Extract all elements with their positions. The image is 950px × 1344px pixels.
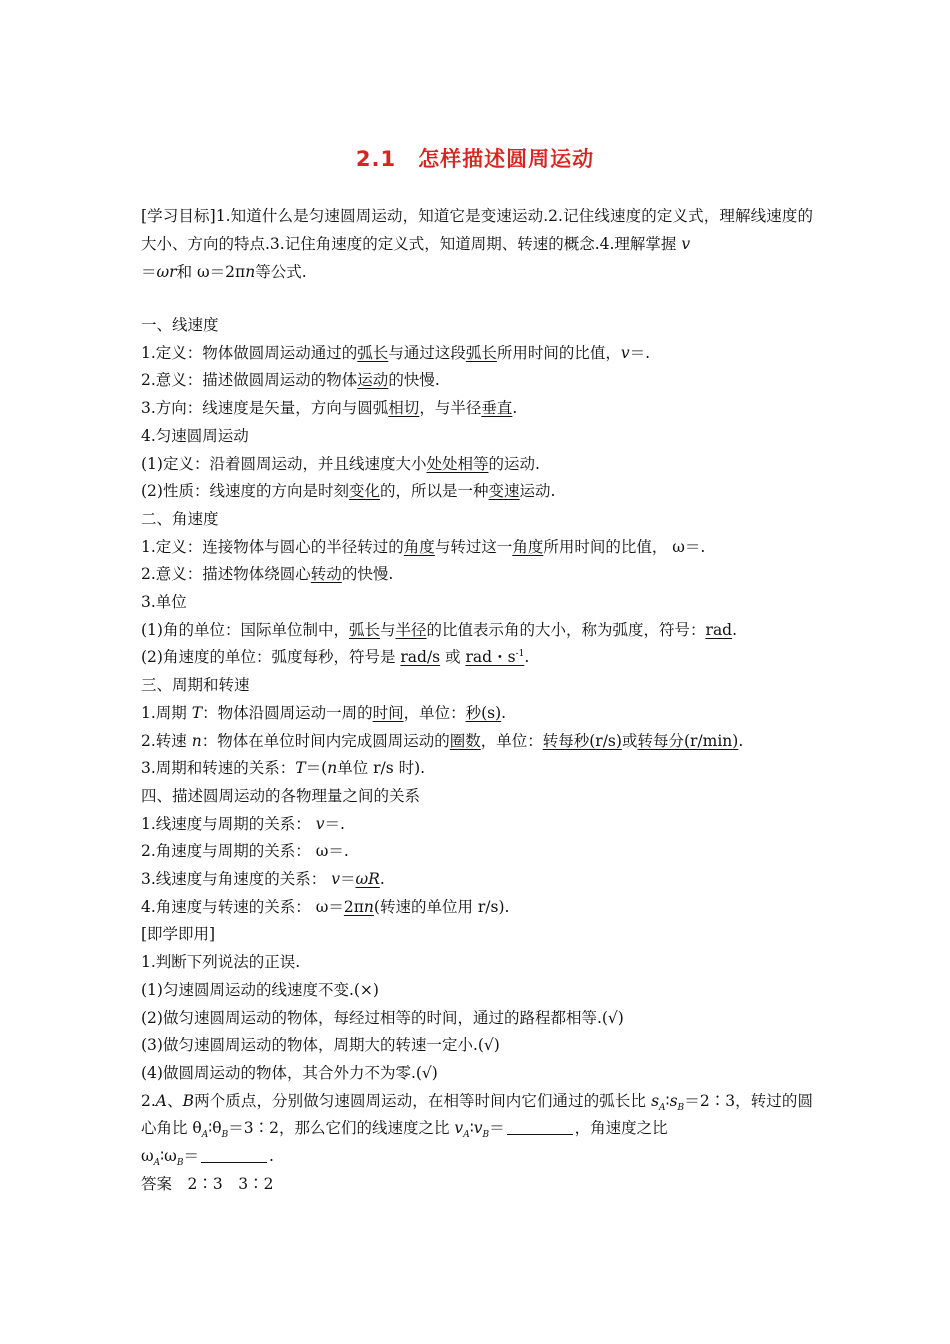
text: 的快慢.: [388, 371, 440, 390]
underlined-answer: 弧长: [465, 343, 497, 362]
paragraph: [141, 561, 813, 589]
text: 3.线速度与角速度的关系：: [141, 870, 332, 889]
formula-omega-r: ωr: [156, 263, 177, 281]
text: (转速的单位用 r/s).: [373, 897, 510, 916]
page-title: [0, 143, 950, 173]
symbol: ω: [141, 1147, 154, 1166]
text: 所用时间的比值，: [496, 343, 621, 362]
underlined-answer: 垂直: [481, 399, 513, 418]
text: ＝3∶2，那么它们的线速度之比: [228, 1119, 455, 1138]
paragraph: [141, 451, 813, 479]
text: (2)性质：线速度的方向是时刻: [141, 482, 349, 501]
paragraph: [141, 894, 813, 922]
paragraph: [141, 617, 813, 645]
question-item: (2)做匀速圆周运动的物体，每经过相等的时间，通过的路程都相等.(√): [141, 1008, 624, 1027]
title-text: 怎样描述圆周运动: [418, 147, 595, 171]
answer-line: 答案 2∶3 3∶2: [141, 1174, 274, 1193]
symbol: v: [620, 343, 630, 362]
title-number: 2.1: [355, 147, 397, 171]
text: .: [524, 648, 530, 667]
underlined-answer: 转动: [310, 565, 342, 584]
paragraph: [141, 340, 813, 368]
learning-objectives: [141, 202, 813, 286]
paragraph: 3.单位: [141, 593, 187, 612]
text: .: [379, 870, 385, 889]
text: 与转过这一: [434, 537, 513, 556]
underlined-answer: rad: [705, 620, 733, 639]
formula-n: n: [245, 263, 256, 281]
paragraph: [141, 395, 813, 423]
answer-blank[interactable]: [507, 1120, 573, 1135]
paragraph: [141, 728, 813, 756]
text: 的，所以是一种: [379, 482, 489, 501]
text: ∶θ: [208, 1119, 222, 1138]
text: 2.意义：描述做圆周运动的物体: [141, 371, 358, 390]
text: (2)角速度的单位：弧度每秒，符号是: [141, 648, 401, 667]
paragraph: [141, 811, 813, 839]
subscript: A: [201, 1130, 209, 1141]
underlined-answer: rad/s: [400, 648, 441, 667]
symbol: T: [295, 759, 306, 778]
subscript: A: [153, 1158, 161, 1169]
paragraph: [141, 755, 813, 783]
objectives-text: 1.知道什么是匀速圆周运动，知道它是变速运动.2.记住线速度的定义式，理解线速度的大小、方向的特点.3.记住角速度的定义式，知道周期、转速的概念.4.理解掌握: [141, 207, 813, 253]
text: 、: [167, 1091, 183, 1110]
text: 两个质点，分别做匀速圆周运动，在相等时间内它们通过的弧长比: [194, 1091, 652, 1110]
text: .: [501, 703, 507, 722]
answer-blank[interactable]: [201, 1148, 267, 1163]
subscript: A: [659, 1102, 666, 1113]
underlined-answer: 变速: [488, 482, 520, 501]
text: 1.线速度与周期的关系：: [141, 814, 316, 833]
text: ：物体在单位时间内完成圆周运动的: [201, 731, 450, 750]
text: 2.: [141, 1091, 156, 1110]
formula-omega-eq: ω＝2π: [197, 263, 246, 281]
symbol: A: [155, 1091, 167, 1110]
paragraph: [141, 478, 813, 506]
objectives-and: 和: [176, 263, 198, 281]
formula-eq: ＝: [141, 263, 157, 281]
text: 的快慢.: [341, 565, 394, 584]
section-heading: 四、描述圆周运动的各物理量之间的关系: [141, 786, 421, 805]
symbol: s: [669, 1091, 678, 1110]
question-item: (1)匀速圆周运动的线速度不变.(×): [141, 980, 379, 999]
text: rad・s: [465, 648, 516, 667]
underlined-answer: ωR: [355, 870, 380, 889]
underlined-answer: 圈数: [449, 731, 481, 750]
subscript: A: [463, 1130, 470, 1141]
text: 与通过这段: [388, 343, 466, 362]
text: ∶: [469, 1119, 474, 1138]
paragraph: 2.角速度与周期的关系： ω＝.: [141, 842, 349, 861]
text: .: [512, 399, 518, 418]
text: ＝: [183, 1147, 199, 1166]
text: ，角速度之比: [574, 1119, 668, 1138]
text: 与: [379, 620, 396, 639]
text: 4.角速度与转速的关系： ω＝: [141, 897, 344, 916]
text: 所用时间的比值， ω＝.: [543, 537, 706, 556]
section-heading: 二、角速度: [141, 509, 219, 528]
paragraph: [141, 700, 813, 728]
subscript: B: [221, 1130, 229, 1141]
text: (1)定义：沿着圆周运动，并且线速度大小: [141, 454, 427, 473]
question: 1.判断下列说法的正误.: [141, 953, 301, 972]
question: [141, 1088, 813, 1171]
underlined-answer: 运动: [357, 371, 389, 390]
text: 2.意义：描述物体绕圆心: [141, 565, 311, 584]
underlined-answer: 弧长: [348, 620, 380, 639]
text: ＝.: [629, 343, 651, 362]
objectives-tail: 等公式.: [255, 263, 307, 281]
text: 或: [440, 648, 466, 667]
main-content: [141, 312, 813, 1199]
symbol: n: [363, 897, 374, 916]
text: ＝: [339, 870, 356, 889]
text: 3.周期和转速的关系：: [141, 759, 296, 778]
text: 1.定义：连接物体与圆心的半径转过的: [141, 537, 404, 556]
paragraph: [141, 534, 813, 562]
question-item: (3)做匀速圆周运动的物体，周期大的转速一定小.(√): [141, 1036, 500, 1055]
text: ，与半径: [419, 399, 482, 418]
section-heading: 三、周期和转速: [141, 676, 250, 695]
practice-heading: [即学即用]: [141, 925, 216, 944]
symbol: v: [473, 1119, 483, 1138]
text: ＝2∶3，转过的圆心角比 θ: [141, 1091, 813, 1138]
paragraph: [141, 866, 813, 894]
text: ∶: [665, 1091, 670, 1110]
symbol: B: [182, 1091, 195, 1110]
symbol: n: [327, 759, 338, 778]
text: 运动.: [519, 482, 556, 501]
text: 的运动.: [488, 454, 540, 473]
underlined-answer: 秒(s): [465, 703, 502, 722]
question-item: (4)做圆周运动的物体，其合外力不为零.(√): [141, 1063, 438, 1082]
text: ＝(: [305, 759, 328, 778]
underlined-answer: 角度: [403, 537, 435, 556]
section-heading: 一、线速度: [141, 316, 219, 334]
symbol: s: [651, 1091, 660, 1110]
underlined-answer: 转每分(r/min): [637, 731, 739, 750]
underlined-answer: [344, 898, 374, 916]
underlined-answer: 相切: [388, 399, 420, 418]
symbol: v: [454, 1119, 464, 1138]
underlined-answer: [466, 648, 525, 666]
underlined-answer: 角度: [512, 537, 544, 556]
symbol: n: [191, 731, 202, 750]
paragraph: [141, 644, 813, 672]
text: 的比值表示角的大小，称为弧度，符号：: [426, 620, 706, 639]
subscript: B: [677, 1102, 685, 1113]
underlined-answer: 时间: [372, 703, 404, 722]
text: .: [268, 1147, 274, 1166]
superscript: -1: [515, 649, 525, 660]
symbol: T: [191, 703, 203, 722]
underlined-answer: 变化: [348, 482, 380, 501]
symbol: v: [315, 814, 325, 833]
underlined-answer: 处处相等: [426, 454, 489, 473]
text: ，单位：: [480, 731, 543, 750]
paragraph: [141, 367, 813, 395]
text: 3.方向：线速度是矢量，方向与圆弧: [141, 399, 389, 418]
text: 2.转速: [141, 731, 192, 750]
text: ＝.: [324, 814, 345, 833]
underlined-answer: 半径: [395, 620, 427, 639]
text: 2π: [343, 897, 364, 916]
text: .: [732, 620, 738, 639]
text: (1)角的单位：国际单位制中，: [141, 620, 349, 639]
subscript: B: [176, 1158, 184, 1169]
subscript: B: [482, 1130, 490, 1141]
text: ∶ω: [160, 1147, 177, 1166]
underlined-answer: 转每秒(r/s): [542, 731, 622, 750]
formula-v: v: [681, 235, 691, 253]
text: .: [738, 731, 744, 750]
symbol: v: [331, 870, 340, 889]
text: ，单位：: [403, 703, 466, 722]
underlined-answer: 弧长: [357, 343, 389, 362]
paragraph: 4.匀速圆周运动: [141, 426, 249, 445]
text: ＝: [489, 1119, 505, 1138]
text: 单位 r/s 时).: [337, 759, 426, 778]
text: ：物体沿圆周运动一周的: [202, 703, 373, 722]
text: 1.周期: [141, 703, 192, 722]
text: 1.定义：物体做圆周运动通过的: [141, 343, 358, 362]
text: 或: [621, 731, 638, 750]
objectives-label: [学习目标]: [141, 207, 216, 225]
